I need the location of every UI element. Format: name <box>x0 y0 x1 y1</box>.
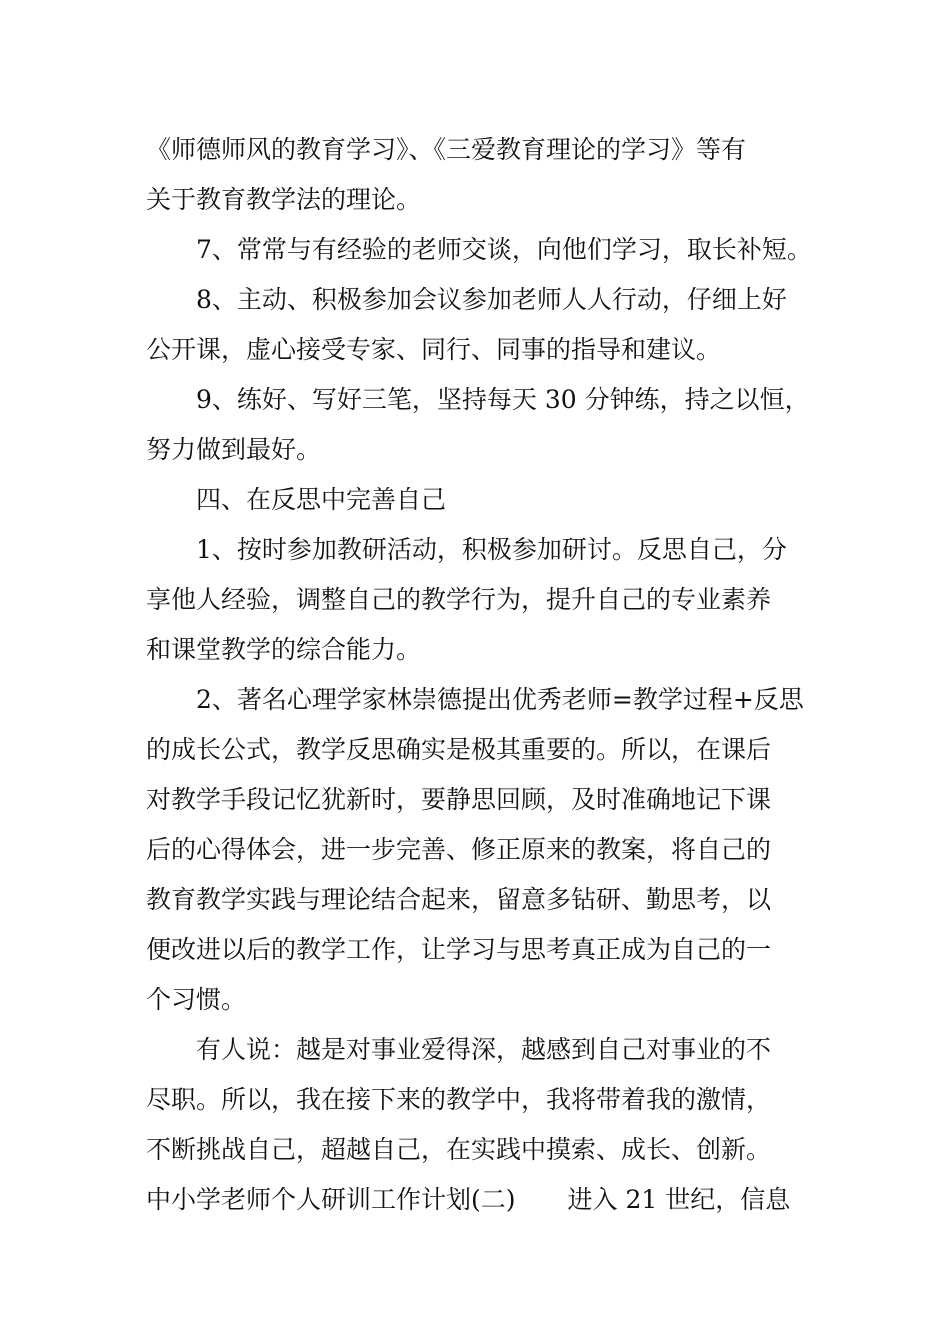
text-line: 的成长公式，教学反思确实是极其重要的。所以，在课后 <box>146 735 772 764</box>
text-line: 关于教育教学法的理论。 <box>146 185 422 214</box>
text-line: 对教学手段记忆犹新时，要静思回顾，及时准确地记下课 <box>146 785 772 814</box>
text-line: 《师德师风的教育学习》、《三爱教育理论的学习》等有 <box>146 135 747 164</box>
text-line: 1、按时参加教研活动，积极参加研讨。反思自己，分 <box>196 535 787 564</box>
text-line: 2、著名心理学家林崇德提出优秀老师=教学过程+反思 <box>196 685 804 714</box>
text-line: 尽职。所以，我在接下来的教学中，我将带着我的激情， <box>146 1085 772 1114</box>
text-line: 不断挑战自己，超越自己，在实践中摸索、成长、创新。 <box>146 1135 772 1164</box>
text-line: 个习惯。 <box>146 985 247 1014</box>
plan-intro: 进入 21 世纪，信息 <box>567 1185 791 1214</box>
text-line <box>146 1184 826 1216</box>
text-line: 便改进以后的教学工作，让学习与思考真正成为自己的一 <box>146 935 772 964</box>
text-line: 有人说：越是对事业爱得深，越感到自己对事业的不 <box>196 1035 772 1064</box>
text-line: 教育教学实践与理论结合起来，留意多钻研、勤思考，以 <box>146 885 772 914</box>
text-line: 努力做到最好。 <box>146 435 322 464</box>
section-heading: 四、在反思中完善自己 <box>196 485 447 514</box>
text-line: 7、常常与有经验的老师交谈，向他们学习，取长补短。 <box>196 235 812 264</box>
text-line: 和课堂教学的综合能力。 <box>146 635 422 664</box>
text-line: 9、练好、写好三笔，坚持每天 30 分钟练，持之以恒， <box>196 385 810 414</box>
text-line: 公开课，虚心接受专家、同行、同事的指导和建议。 <box>146 335 722 364</box>
plan-title: 中小学老师个人研训工作计划(二) <box>146 1185 516 1214</box>
text-line: 8、主动、积极参加会议参加老师人人行动，仔细上好 <box>196 285 787 314</box>
text-line: 后的心得体会，进一步完善、修正原来的教案，将自己的 <box>146 835 772 864</box>
text-line: 享他人经验，调整自己的教学行为，提升自己的专业素养 <box>146 585 772 614</box>
